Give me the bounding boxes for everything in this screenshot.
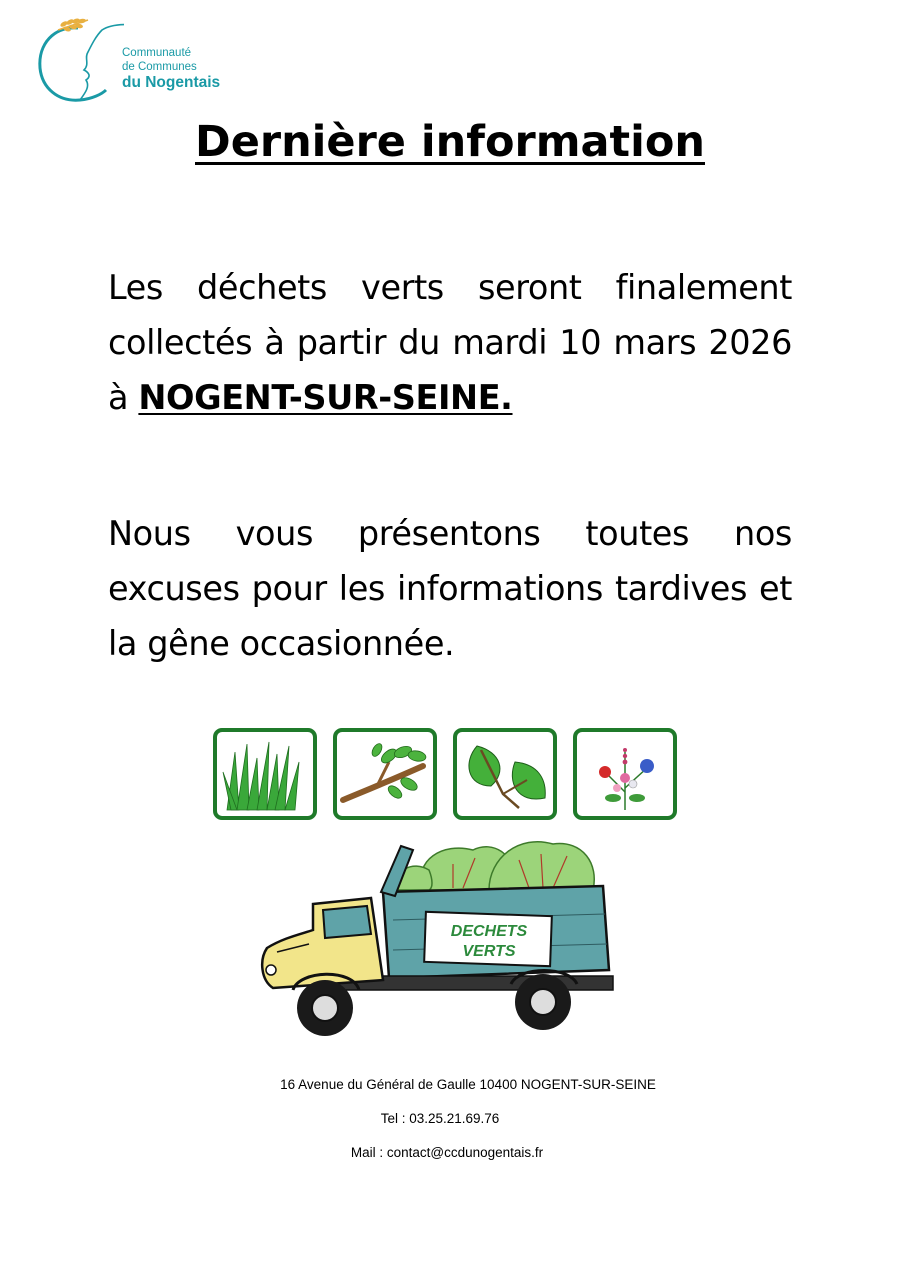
truck-sign-line-1: DECHETS [450,923,528,940]
logo-profile-icon [34,14,124,106]
page-title-text: Dernière information [195,117,705,167]
city-name: NOGENT-SUR-SEINE. [138,378,513,417]
footer-address: 16 Avenue du Général de Gaulle 10400 NOGENT-SUR-SEINE [280,1077,656,1092]
announcement-text: Les déchets verts seront finalement collectés à partir du mardi 10 mars 2026 à [108,268,792,417]
page-title [0,116,900,168]
footer-mail: Mail : contact@ccdunogentais.fr [350,1145,544,1160]
ccn-logo [34,14,234,106]
logo-line-1: Communauté [122,47,192,59]
leaves-icon [453,728,557,820]
branch-icon [333,728,437,820]
logo-line-2: de Communes [122,61,197,73]
apology-paragraph: Nous vous présentons toutes nos excuses pour les informations tardives et la gêne occasionnée. [108,514,792,663]
grass-icon [213,728,317,820]
footer-phone: Tel : 03.25.21.69.76 [380,1111,500,1126]
flowers-icon [573,728,677,820]
green-waste-illustration [205,722,695,1052]
logo-line-3: du Nogentais [122,74,221,91]
truck-sign-line-2: VERTS [462,943,516,960]
logo-text [122,46,220,90]
truck-icon [253,830,653,1045]
announcement-paragraph [108,260,792,425]
